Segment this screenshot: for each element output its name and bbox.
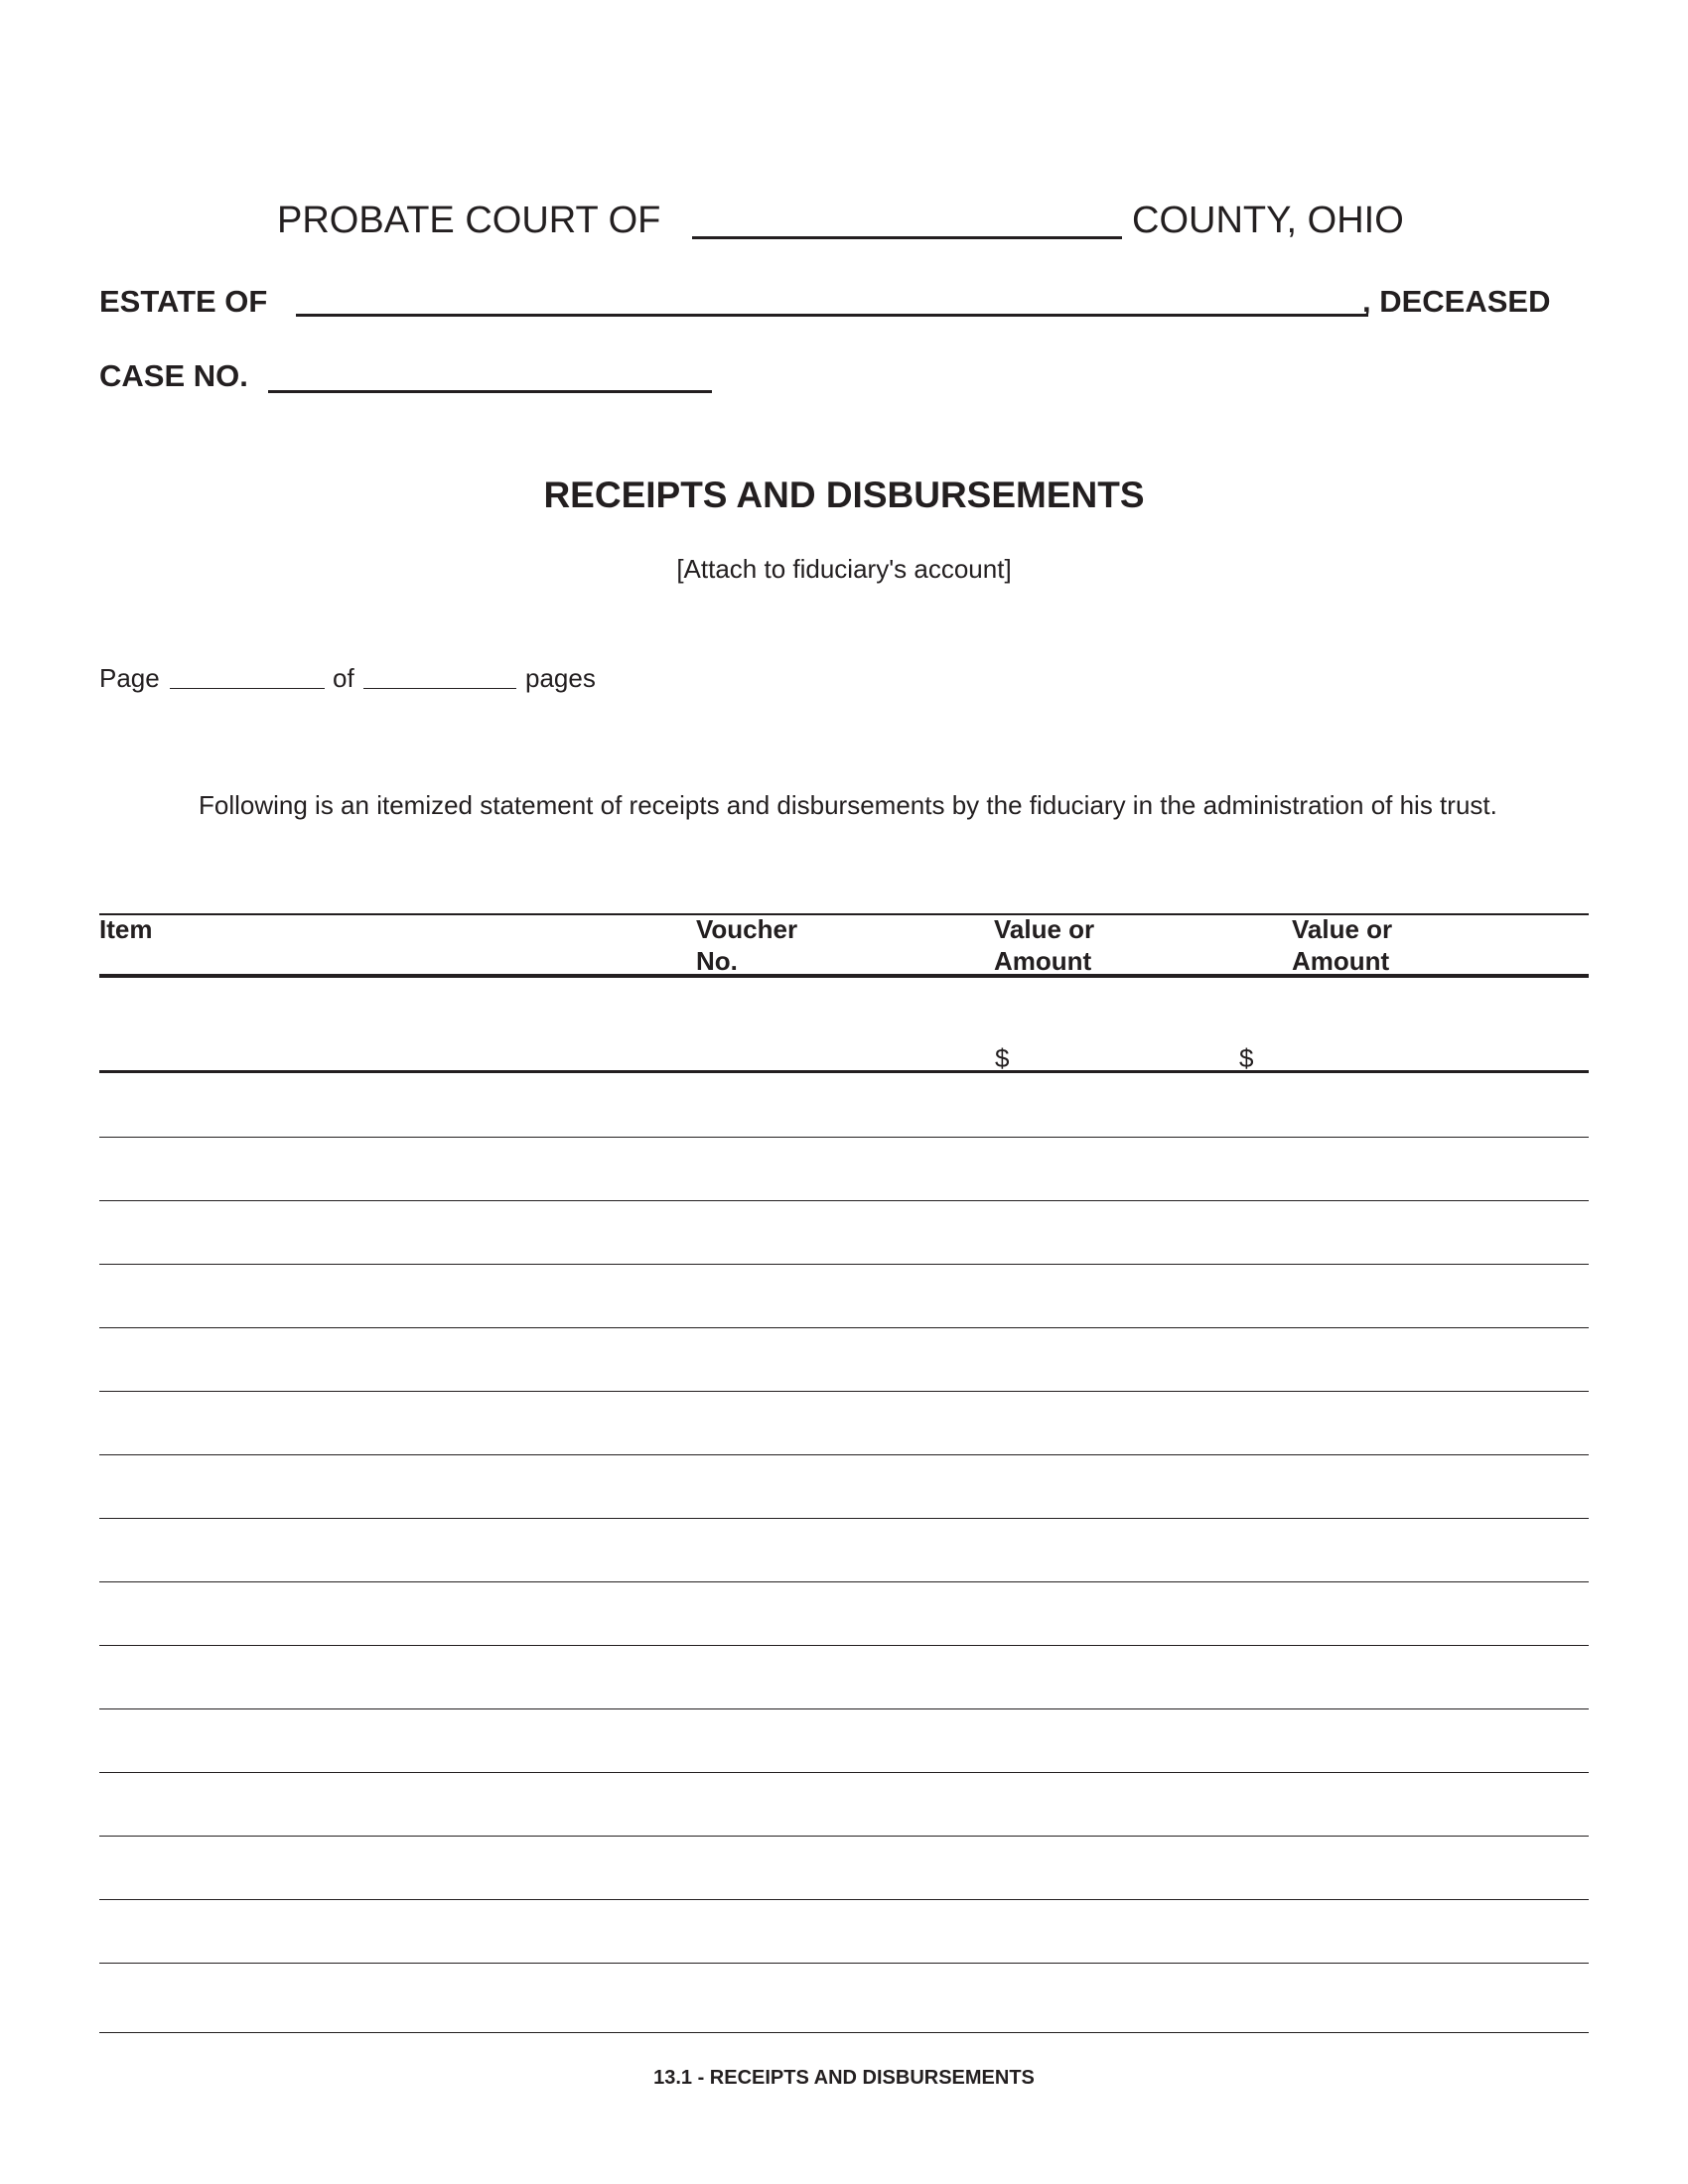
table-row-line[interactable] <box>99 1772 1589 1773</box>
table-row-line[interactable] <box>99 1518 1589 1519</box>
case-label: CASE NO. <box>99 358 248 393</box>
case-number-field[interactable] <box>268 390 712 393</box>
table-row-line[interactable] <box>99 1327 1589 1328</box>
estate-name-field[interactable] <box>296 314 1368 317</box>
table-row-line[interactable] <box>99 1070 1589 1073</box>
table-row-line[interactable] <box>99 1264 1589 1265</box>
dollar-sign-1: $ <box>995 1043 1010 1073</box>
form-subtitle: [Attach to fiduciary's account] <box>676 554 1012 584</box>
table-row-line[interactable] <box>99 1391 1589 1392</box>
table-row-line[interactable] <box>99 1899 1589 1900</box>
table-row-line[interactable] <box>99 1963 1589 1964</box>
table-row-line[interactable] <box>99 1581 1589 1582</box>
table-row-line[interactable] <box>99 1708 1589 1709</box>
court-suffix: COUNTY, OHIO <box>1132 200 1404 241</box>
table-row-line[interactable] <box>99 1836 1589 1837</box>
page-number-field[interactable] <box>170 688 325 689</box>
county-field[interactable] <box>692 236 1122 239</box>
col-value1-header: Value or Amount <box>994 914 1095 976</box>
court-prefix: PROBATE COURT OF <box>277 200 661 241</box>
footer-text: 13.1 - RECEIPTS AND DISBURSEMENTS <box>653 2067 1035 2089</box>
table-row-line[interactable] <box>99 1200 1589 1201</box>
col-value2-header: Value or Amount <box>1292 914 1393 976</box>
table-row-line[interactable] <box>99 2032 1589 2033</box>
table-row-line[interactable] <box>99 1454 1589 1455</box>
dollar-sign-2: $ <box>1239 1043 1254 1073</box>
header-rule <box>99 974 1589 978</box>
form-title: RECEIPTS AND DISBURSEMENTS <box>543 475 1145 515</box>
statement-text: Following is an itemized statement of receipts and disbursements by the fiduciary in the administration of his trust. <box>199 790 1497 820</box>
page-label: Page <box>99 663 160 693</box>
total-pages-field[interactable] <box>363 688 516 689</box>
of-label: of <box>333 663 354 693</box>
deceased-label: , DECEASED <box>1362 284 1551 319</box>
table-row-line[interactable] <box>99 1137 1589 1138</box>
pages-label: pages <box>525 663 596 693</box>
estate-label: ESTATE OF <box>99 284 268 319</box>
table-row-line[interactable] <box>99 1645 1589 1646</box>
col-voucher-header: Voucher No. <box>696 914 798 976</box>
col-item-header: Item <box>99 914 153 944</box>
